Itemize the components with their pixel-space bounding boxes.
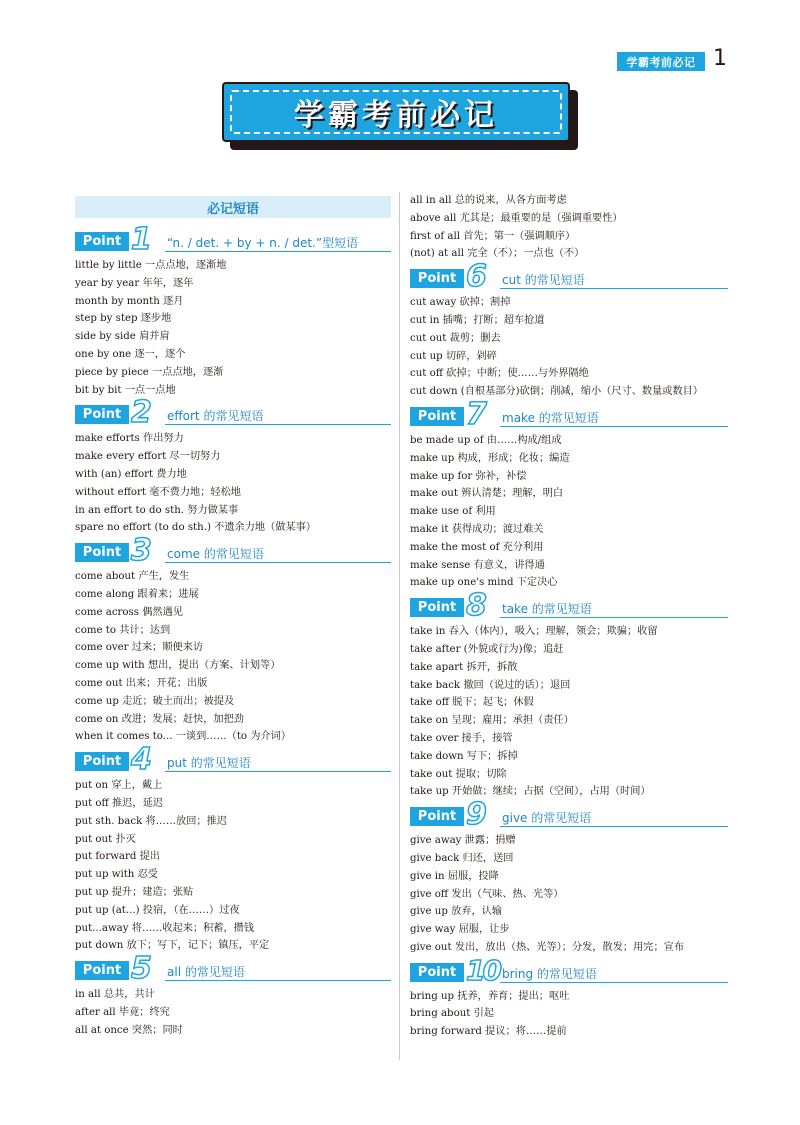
phrase-entry: side by side 肩并肩: [75, 331, 170, 343]
phrase-entry: in all 总共，共计: [75, 989, 155, 1001]
phrase-entry: give back 归还，送回: [410, 852, 514, 864]
point-header-4: [75, 742, 391, 778]
phrase-entry: cut away 砍掉；割掉: [410, 297, 511, 309]
phrase-entry: make up for 弥补，补偿: [410, 470, 527, 482]
phrase-entry: make out 辨认清楚；理解，明白: [410, 488, 564, 500]
phrase-entry: put on 穿上，戴上: [75, 780, 163, 792]
phrase-entry: first of all 首先；第一（强调顺序）: [410, 230, 576, 242]
phrase-entry: put up 提升；建造；张贴: [75, 886, 194, 898]
point-title: come 的常见短语: [167, 547, 264, 562]
phrase-entry: take on 呈现；雇用；承担（责任）: [410, 715, 574, 727]
point-underline: [165, 424, 391, 425]
phrase-entry: one by one 逐一，逐个: [75, 348, 186, 360]
phrase-entry: when it comes to... 一谈到……（to 为介词）: [75, 731, 292, 743]
point-underline: [500, 426, 728, 427]
phrase-entry: make every effort 尽一切努力: [75, 451, 221, 463]
point-badge: Point: [410, 598, 464, 617]
phrase-entry: make the most of 充分利用: [410, 541, 544, 553]
page-number: 1: [713, 46, 727, 71]
point-header-9: [410, 797, 728, 833]
phrase-entry: give out 发出，放出（热、光等）；分发，散发；用完；宣布: [410, 941, 685, 953]
phrase-entry: take over 接手，接管: [410, 732, 513, 744]
point-header-5: [75, 951, 391, 987]
point-header-2: [75, 395, 391, 431]
phrase-entry: little by little 一点点地，逐渐地: [75, 260, 227, 271]
point-badge: Point: [410, 963, 464, 982]
phrase-entry: come about 产生，发生: [75, 571, 190, 583]
point-title: put 的常见短语: [167, 756, 251, 771]
point-underline: [500, 982, 728, 983]
phrase-entry: cut out 裁剪；删去: [410, 332, 501, 344]
phrase-entry: (not) at all 完全（不）；一点也（不）: [410, 248, 585, 260]
point-underline: [165, 251, 391, 252]
phrase-entry: give up 放弃，认输: [410, 906, 503, 918]
phrase-entry: take back 撤回（说过的话）；退回: [410, 679, 571, 691]
header-tag: 学霸考前必记: [617, 52, 705, 71]
point-number: 9: [466, 797, 487, 833]
phrase-entry: put down 放下；写下，记下；镇压，平定: [75, 940, 270, 952]
phrase-entry: bring up 抚养，养育；提出；呕吐: [410, 990, 570, 1002]
phrase-entry: take in 吞入（体内），吸入；理解，领会；欺骗；收留: [410, 626, 658, 638]
phrase-entry: bring forward 提议；将……提前: [410, 1026, 567, 1038]
point-badge: Point: [410, 807, 464, 826]
point-number: 5: [131, 951, 152, 987]
phrase-entry: put off 推迟，延迟: [75, 797, 163, 809]
point-header-8: [410, 588, 728, 624]
phrase-entry: take after (外貌或行为)像；追赶: [410, 643, 564, 655]
phrase-entry: cut off 砍掉；中断；使……与外界隔绝: [410, 368, 589, 380]
phrase-entry: bit by bit 一点一点地: [75, 384, 176, 396]
phrase-entry: make up 构成，形成；化妆；编造: [410, 452, 570, 464]
phrase-entry: come out 出来；开花；出版: [75, 677, 208, 689]
point-underline: [500, 617, 728, 618]
point-underline: [165, 980, 391, 981]
point-header-1: [75, 222, 391, 257]
phrase-entry: be made up of 由……构成/组成: [410, 434, 562, 446]
phrase-entry: in an effort to do sth. 努力做某事: [75, 504, 239, 516]
point-header-6: [410, 259, 728, 295]
point-badge: Point: [75, 961, 129, 980]
point-underline: [500, 288, 728, 289]
point-underline: [165, 771, 391, 772]
phrase-entry: put...away 将……收起来；积蓄，攒钱: [75, 922, 255, 934]
point-title: effort 的常见短语: [167, 409, 264, 424]
phrase-entry: with (an) effort 费力地: [75, 468, 187, 480]
phrase-entry: spare no effort (to do sth.) 不遗余力地（做某事）: [75, 522, 317, 534]
phrase-entry: make use of 利用: [410, 506, 496, 518]
point-badge: Point: [75, 543, 129, 562]
point-number: 7: [466, 396, 487, 432]
phrase-entry: cut up 切碎，剁碎: [410, 350, 497, 362]
point-number: 6: [466, 259, 487, 295]
phrase-entry: come to 共计；达到: [75, 624, 171, 636]
section-title: 必记短语: [75, 196, 391, 218]
point-title: take 的常见短语: [502, 602, 592, 617]
phrase-entry: cut down (自根基部分)砍倒；削减，缩小（尺寸、数量或数目）: [410, 386, 704, 398]
phrase-entry: month by month 逐月: [75, 295, 184, 307]
phrase-entry: give off 发出（气味、热、光等）: [410, 888, 564, 900]
point-title: all 的常见短语: [167, 965, 245, 980]
phrase-entry: take down 写下；拆掉: [410, 750, 518, 762]
point-number: 2: [131, 395, 152, 431]
point-underline: [500, 826, 728, 827]
point-title: give 的常见短语: [502, 811, 592, 826]
point-badge: Point: [410, 269, 464, 288]
phrase-entry: step by step 逐步地: [75, 313, 172, 325]
page-title: 学霸考前必记: [294, 98, 498, 133]
phrase-entry: cut in 插嘴；打断；超车抢道: [410, 314, 545, 326]
phrase-entry: make up one's mind 下定决心: [410, 577, 558, 589]
phrase-entry: take out 提取；切除: [410, 768, 507, 780]
point-badge: Point: [410, 407, 464, 426]
phrase-entry: make efforts 作出努力: [75, 433, 184, 445]
phrase-entry: come up with 想出，提出（方案、计划等）: [75, 660, 281, 672]
phrase-entry: all in all 总的说来，从各方面考虑: [410, 195, 567, 206]
phrase-entry: come over 过来；顺便来访: [75, 642, 204, 654]
phrase-entry: take off 脱下；起飞；休假: [410, 697, 534, 709]
phrase-entry: put forward 提出: [75, 851, 160, 863]
phrase-entry: come on 改进；发展；赶快，加把劲: [75, 713, 244, 725]
phrase-entry: come across 偶然遇见: [75, 606, 183, 618]
phrase-entry: give in 屈服，投降: [410, 870, 499, 882]
point-title: “n. / det. + by + n. / det.”型短语: [167, 236, 359, 250]
phrase-entry: give away 泄露；捐赠: [410, 835, 516, 847]
point-number: 8: [466, 588, 487, 624]
point-badge: Point: [75, 232, 129, 251]
phrase-entry: put out 扑灭: [75, 833, 136, 845]
phrase-entry: give way 屈服，让步: [410, 924, 510, 936]
phrase-entry: piece by piece 一点点地，逐渐: [75, 366, 224, 378]
phrase-entry: take apart 拆开，拆散: [410, 661, 518, 673]
point-title: bring 的常见短语: [502, 966, 597, 981]
point-number: 4: [131, 742, 152, 778]
phrase-entry: make it 获得成功；渡过难关: [410, 523, 544, 535]
phrase-entry: above all 尤其是；最重要的是（强调重要性）: [410, 212, 623, 224]
point-title: make 的常见短语: [502, 410, 599, 425]
point-header-3: [75, 533, 391, 569]
phrase-entry: take up 开始做；继续；占据（空间），占用（时间）: [410, 786, 651, 798]
point-underline: [165, 562, 391, 563]
phrase-entry: make sense 有意义，讲得通: [410, 559, 545, 571]
point-number: 10: [466, 953, 499, 987]
point-header-7: [410, 396, 728, 432]
right-column: [410, 192, 728, 1041]
phrase-entry: year by year 年年，逐年: [75, 277, 194, 289]
point-number: 1: [131, 222, 152, 257]
phrase-entry: put up (at...) 投宿，（在……）过夜: [75, 904, 240, 916]
point-header-10: [410, 953, 728, 987]
point-title: cut 的常见短语: [502, 273, 585, 288]
title-dashed-frame: [230, 90, 562, 134]
phrase-entry: bring about 引起: [410, 1008, 494, 1020]
column-divider: [399, 192, 400, 1060]
phrase-entry: put sth. back 将……放回；推迟: [75, 815, 227, 827]
phrase-entry: come along 跟着来；进展: [75, 588, 199, 600]
phrase-entry: come up 走近；破土而出；被提及: [75, 695, 235, 707]
point-badge: Point: [75, 752, 129, 771]
point-badge: Point: [75, 405, 129, 424]
phrase-entry: without effort 毫不费力地；轻松地: [75, 486, 241, 498]
phrase-entry: after all 毕竟；终究: [75, 1006, 170, 1018]
point-number: 3: [131, 533, 152, 569]
phrase-entry: all at once 突然；同时: [75, 1024, 183, 1036]
left-column: [75, 196, 391, 1039]
title-box: [222, 82, 570, 142]
phrase-entry: put up with 忍受: [75, 869, 158, 881]
